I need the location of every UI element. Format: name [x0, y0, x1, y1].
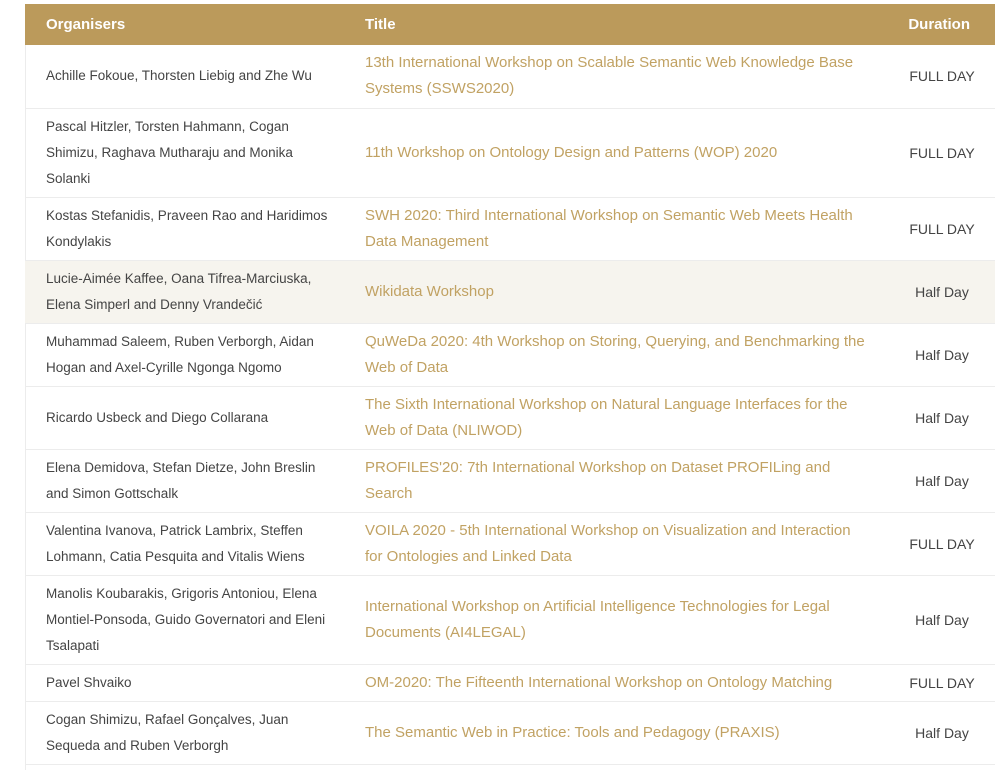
organisers-cell: Lucie-Aimée Kaffee, Oana Tifrea-Marciuska, Elena Simperl and Denny Vrandečić — [46, 270, 312, 312]
workshop-title-link[interactable]: 13th International Workshop on Scalable Semantic Web Knowledge Base Systems (SSWS2020) — [365, 54, 854, 98]
table-row — [25, 45, 995, 108]
organisers-cell: Muhammad Saleem, Ruben Verborgh, Aidan Hogan and Axel-Cyrille Ngonga Ngomo — [46, 333, 314, 375]
duration-cell: Half Day — [915, 724, 969, 741]
duration-cell: Half Day — [915, 409, 969, 426]
workshop-title-link[interactable]: Wikidata Workshop — [365, 282, 494, 300]
workshops-table — [25, 4, 995, 765]
table-row — [25, 575, 995, 664]
table-row — [25, 512, 995, 575]
workshop-title-link[interactable]: The Semantic Web in Practice: Tools and Pedagogy (PRAXIS) — [365, 723, 780, 741]
column-header-organisers[interactable]: Organisers — [46, 16, 126, 33]
organisers-cell: Ricardo Usbeck and Diego Collarana — [46, 409, 269, 425]
duration-cell: Half Day — [915, 283, 969, 300]
duration-cell: Half Day — [915, 472, 969, 489]
organisers-cell: Manolis Koubarakis, Grigoris Antoniou, Elena Montiel-Ponsoda, Guido Governatori and Eleni Tsalapati — [46, 585, 326, 653]
workshop-title-link[interactable]: OM-2020: The Fifteenth International Workshop on Ontology Matching — [365, 673, 833, 691]
table-row — [25, 197, 995, 260]
table-body — [25, 45, 995, 764]
duration-cell: FULL DAY — [909, 674, 975, 691]
organisers-cell: Pavel Shvaiko — [46, 674, 132, 690]
workshop-title-link[interactable]: SWH 2020: Third International Workshop on Semantic Web Meets Health Data Management — [365, 206, 853, 250]
table-row — [25, 701, 995, 764]
workshop-title-link[interactable]: PROFILES'20: 7th International Workshop on Dataset PROFILing and Search — [365, 458, 831, 502]
workshop-title-link[interactable]: VOILA 2020 - 5th International Workshop on Visualization and Interaction for Ontologies and Linked Data — [365, 521, 851, 565]
duration-cell: FULL DAY — [909, 68, 975, 85]
table-header — [25, 4, 995, 45]
duration-cell: FULL DAY — [909, 220, 975, 237]
organisers-cell: Pascal Hitzler, Torsten Hahmann, Cogan Shimizu, Raghava Mutharaju and Monika Solanki — [46, 118, 293, 186]
organisers-cell: Achille Fokoue, Thorsten Liebig and Zhe Wu — [46, 68, 312, 84]
table-row — [25, 260, 995, 323]
organisers-cell: Cogan Shimizu, Rafael Gonçalves, Juan Sequeda and Ruben Verborgh — [46, 711, 289, 753]
organisers-cell: Valentina Ivanova, Patrick Lambrix, Steffen Lohmann, Catia Pesquita and Vitalis Wiens — [46, 522, 305, 564]
workshop-title-link[interactable]: 11th Workshop on Ontology Design and Patterns (WOP) 2020 — [365, 143, 778, 161]
table-row — [25, 108, 995, 197]
table-header-row — [25, 4, 995, 45]
workshop-title-link[interactable]: International Workshop on Artificial Intelligence Technologies for Legal Documents (AI4LEGAL) — [365, 597, 830, 641]
workshop-title-link[interactable]: The Sixth International Workshop on Natural Language Interfaces for the Web of Data (NLIWOD) — [365, 395, 848, 439]
duration-cell: Half Day — [915, 346, 969, 363]
duration-cell: FULL DAY — [909, 144, 975, 161]
workshop-title-link[interactable]: QuWeDa 2020: 4th Workshop on Storing, Querying, and Benchmarking the Web of Data — [365, 332, 865, 376]
column-header-duration[interactable]: Duration — [908, 16, 970, 33]
organisers-cell: Elena Demidova, Stefan Dietze, John Breslin and Simon Gottschalk — [46, 459, 316, 501]
duration-cell: FULL DAY — [909, 535, 975, 552]
column-header-title[interactable]: Title — [365, 16, 396, 33]
table-row — [25, 323, 995, 386]
table-row — [25, 664, 995, 701]
table-row — [25, 449, 995, 512]
table-row — [25, 386, 995, 449]
duration-cell: Half Day — [915, 611, 969, 628]
workshops-table-container — [25, 4, 995, 765]
organisers-cell: Kostas Stefanidis, Praveen Rao and Haridimos Kondylakis — [46, 207, 328, 249]
